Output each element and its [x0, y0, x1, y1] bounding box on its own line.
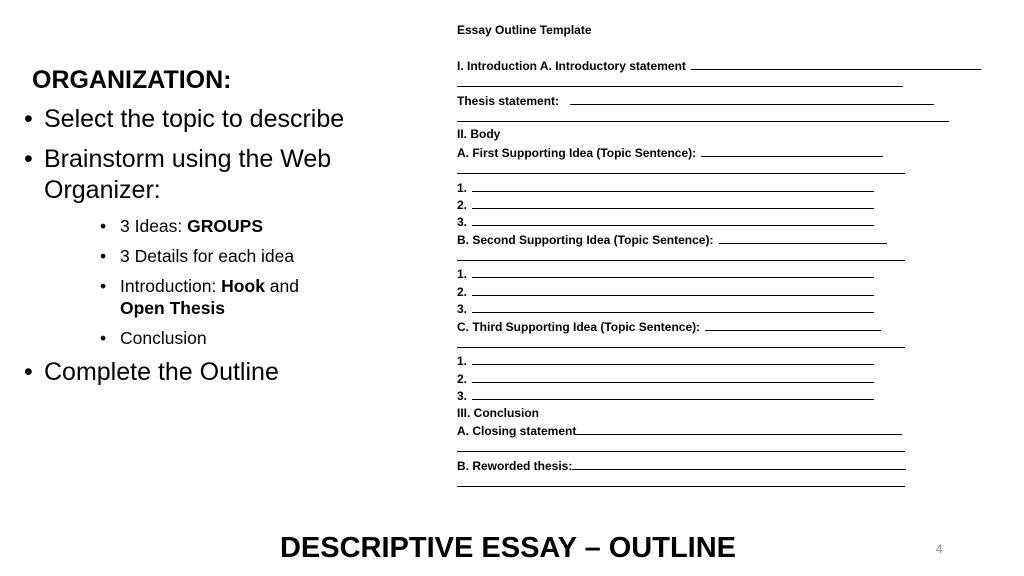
- blank-line: [457, 161, 905, 174]
- outline-idea-c-label: C. Third Supporting Idea (Topic Sentence):: [457, 319, 701, 334]
- blank-line: [457, 474, 905, 487]
- main-bullet-list: [24, 104, 414, 397]
- blank-line: [572, 457, 906, 470]
- outline-detail: [457, 179, 1017, 196]
- blank-line: [472, 265, 874, 278]
- blank-line: [457, 335, 905, 348]
- sub-bullet-and: and: [264, 276, 299, 296]
- outline-line: [457, 109, 1017, 126]
- outline-line: [457, 474, 1017, 491]
- outline-detail: [457, 352, 1017, 369]
- sub-bullet-list: [24, 215, 414, 349]
- organization-heading: ORGANIZATION:: [32, 66, 232, 94]
- blank-line: [457, 109, 949, 122]
- outline-num: 2.: [457, 284, 468, 299]
- slide-title: [0, 530, 1024, 566]
- blank-line: [576, 422, 902, 435]
- blank-line: [472, 370, 874, 383]
- outline-num: 3.: [457, 215, 468, 230]
- outline-title: Essay Outline Template: [457, 23, 592, 37]
- sub-bullet-open-thesis: Open Thesis: [120, 298, 226, 318]
- outline-num: 3.: [457, 302, 468, 317]
- blank-line: [472, 387, 874, 400]
- blank-line: [472, 352, 874, 365]
- blank-line: [570, 92, 934, 105]
- outline-closing: [457, 422, 1017, 439]
- blank-line: [457, 439, 905, 452]
- sub-bullet-ideas: [100, 215, 414, 237]
- outline-line: [457, 74, 1017, 91]
- outline-body: II. Body: [457, 127, 501, 142]
- sub-bullet-group: [24, 215, 414, 349]
- outline-detail: [457, 387, 1017, 404]
- bullet-brainstorm-text: Brainstorm using the Web Organizer:: [44, 145, 332, 204]
- blank-line: [705, 318, 881, 331]
- sub-bullet-conclusion: • Conclusion: [100, 327, 414, 349]
- blank-line: [457, 248, 905, 261]
- outline-line: [457, 335, 1017, 352]
- outline-closing-label: A. Closing statement: [457, 423, 577, 438]
- outline-num: 1.: [457, 354, 468, 369]
- bullet-select-topic: • Select the topic to describe: [24, 104, 414, 135]
- page-number: 4: [936, 542, 943, 556]
- outline-num: 1.: [457, 180, 468, 195]
- outline-line: [457, 439, 1017, 456]
- blank-line: [472, 213, 874, 226]
- outline-detail: [457, 370, 1017, 387]
- outline-spacer: [457, 39, 1017, 56]
- sub-bullet-introduction: [100, 275, 414, 319]
- essay-outline-template: [457, 22, 1017, 492]
- bullet-complete-outline: • Complete the Outline: [24, 357, 414, 388]
- outline-detail: [457, 265, 1017, 282]
- sub-bullet-intro-label: Introduction:: [120, 276, 222, 296]
- outline-line: [457, 248, 1017, 265]
- outline-num: 3.: [457, 389, 468, 404]
- bullet-brainstorm: [24, 144, 414, 206]
- outline-intro-line: [457, 57, 1017, 74]
- outline-idea-c: [457, 318, 1017, 335]
- blank-line: [472, 179, 874, 192]
- outline-detail: [457, 283, 1017, 300]
- blank-line: [472, 283, 874, 296]
- outline-idea-a: [457, 144, 1017, 161]
- outline-num: 1.: [457, 267, 468, 282]
- outline-line: [457, 161, 1017, 178]
- sub-bullet-hook: Hook: [221, 276, 265, 296]
- outline-detail: [457, 213, 1017, 230]
- blank-line: [719, 231, 887, 244]
- blank-line: [691, 57, 981, 70]
- outline-reworded-label: B. Reworded thesis:: [457, 458, 573, 473]
- outline-num: 2.: [457, 371, 468, 386]
- outline-reworded: [457, 457, 1017, 474]
- blank-line: [701, 144, 883, 157]
- outline-detail: [457, 196, 1017, 213]
- outline-detail: [457, 300, 1017, 317]
- outline-conclusion: III. Conclusion: [457, 405, 540, 420]
- blank-line: [472, 196, 874, 209]
- outline-thesis-line: [457, 92, 1017, 109]
- outline-num: 2.: [457, 197, 468, 212]
- sub-bullet-ideas-label: 3 Ideas:: [120, 216, 188, 236]
- sub-bullet-details: • 3 Details for each idea: [100, 245, 414, 267]
- outline-idea-a-label: A. First Supporting Idea (Topic Sentence):: [457, 145, 697, 160]
- outline-thesis-label: Thesis statement:: [457, 93, 560, 108]
- slide-title-text: DESCRIPTIVE ESSAY – OUTLINE: [279, 532, 737, 564]
- sub-bullet-ideas-bold: GROUPS: [187, 216, 263, 236]
- outline-idea-b-label: B. Second Supporting Idea (Topic Sentence):: [457, 232, 714, 247]
- blank-line: [457, 74, 903, 87]
- outline-intro-label: I. Introduction A. Introductory statement: [457, 58, 686, 73]
- outline-idea-b: [457, 231, 1017, 248]
- blank-line: [472, 300, 874, 313]
